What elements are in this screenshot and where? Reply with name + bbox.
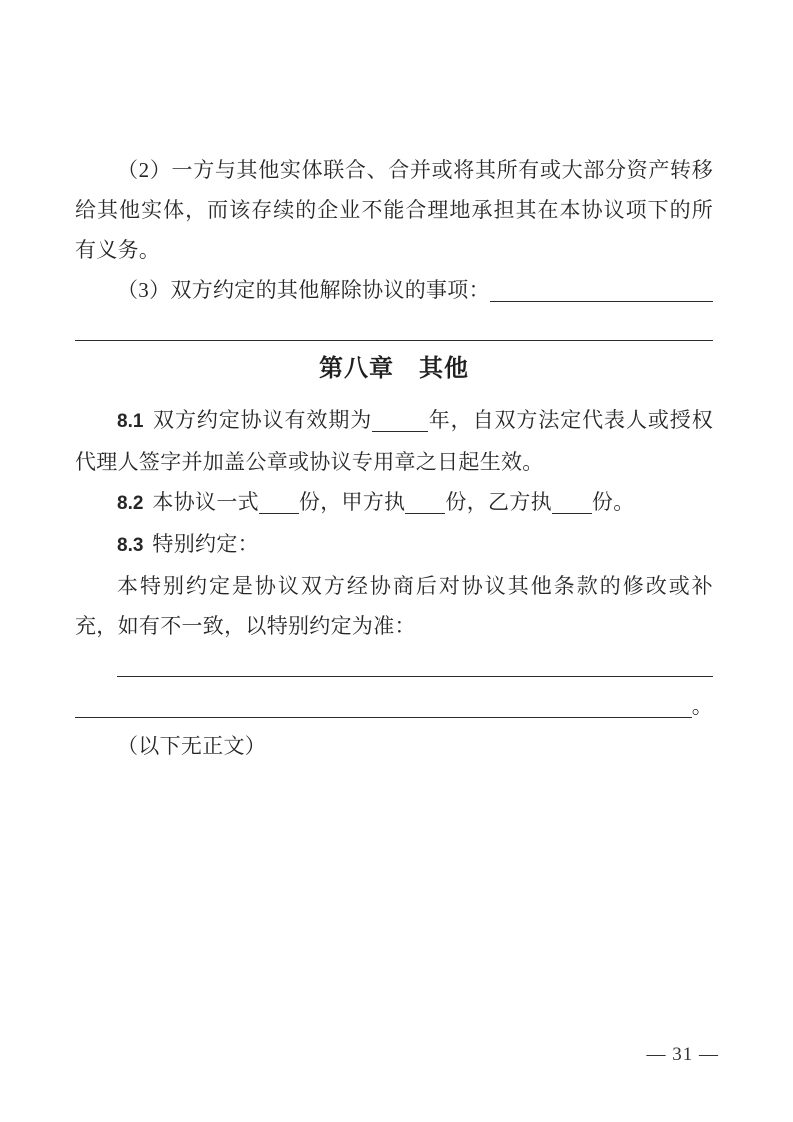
special-agreement-paragraph: 本特别约定是协议双方经协商后对协议其他条款的修改或补充，如有不一致，以特别约定为准： [75,574,713,638]
clause-3-line [75,270,713,310]
clause-2-paragraph: （2）一方与其他实体联合、合并或将其所有或大部分资产转移给其他实体，而该存续的企业不能合理地承担其在本协议项下的所有义务。 [75,158,713,262]
clause-8-2-text-mid2: 份，乙方执 [445,490,552,514]
clause-8-2-text-end: 份。 [591,490,635,514]
clause-8-1-text-pre: 双方约定协议有效期为 [152,408,373,432]
clause-8-1-paragraph [75,400,713,482]
clause-8-3-text: 特别约定： [152,532,259,556]
blank-line-period: 。 [691,694,713,718]
chapter-heading: 第八章 其他 [319,356,469,382]
clause-8-2-text-pre: 本协议一式 [152,490,259,514]
clause-3-label: （3）双方约定的其他解除协议的事项： [117,278,490,302]
clause-8-3-paragraph [75,524,713,566]
party-b-copies-blank-field[interactable] [552,490,592,514]
clause-8-1-text-post: 年，自双方法定代表人或授权代理人签字并加盖公章或协议专用章之日起生效。 [75,408,714,474]
clause-8-2-text-mid1: 份，甲方执 [298,490,406,514]
total-copies-blank-field[interactable] [259,490,299,514]
clause-8-2-paragraph [75,482,713,524]
special-agreement-blank-line-2 [75,686,713,726]
page-number: — 31 — [646,1044,719,1065]
clause-8-3-number: 8.3 [117,535,144,556]
party-a-copies-blank-field[interactable] [405,490,445,514]
clause-3-blank-continuation[interactable] [75,310,713,341]
clause-3-blank-field[interactable] [490,301,713,302]
page-content [75,150,713,766]
special-agreement-blank-line-1[interactable] [117,646,713,677]
closing-note: （以下无正文） [117,734,267,758]
special-agreement-blank-field-2[interactable] [75,717,692,718]
validity-years-blank-field[interactable] [372,408,428,432]
clause-8-1-number: 8.1 [117,411,144,432]
clause-8-2-number: 8.2 [117,493,144,514]
